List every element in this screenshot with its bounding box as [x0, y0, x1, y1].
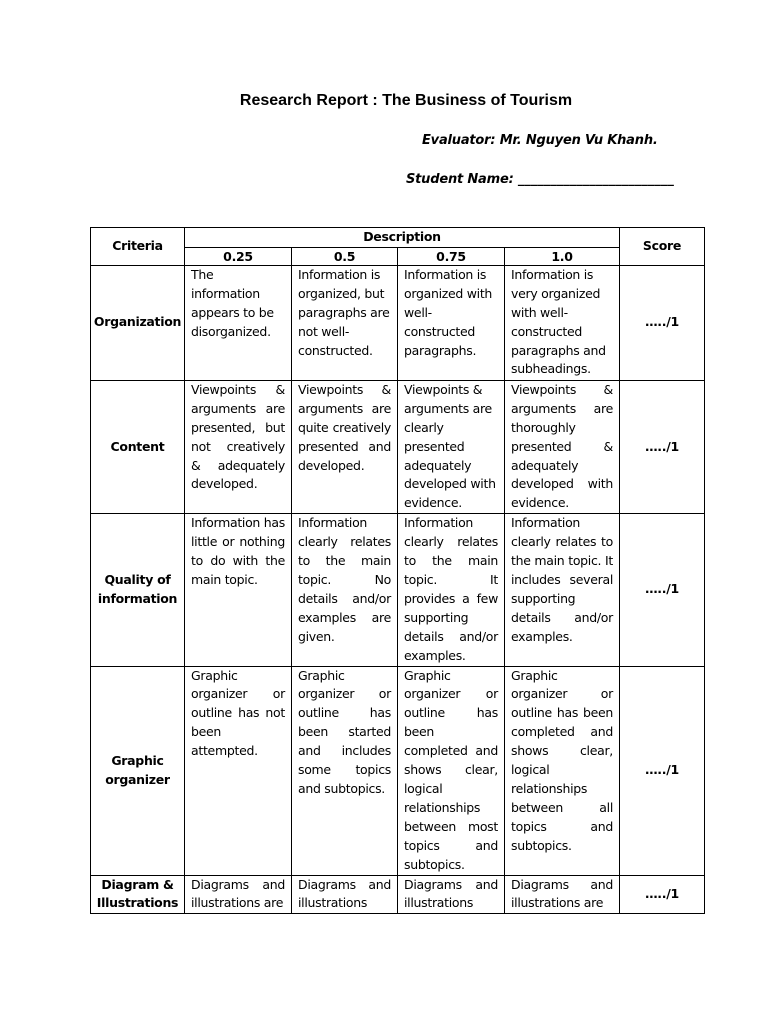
student-name-blank: ________________________	[517, 172, 674, 187]
criteria-cell: Graphic organizer	[91, 666, 185, 875]
description-cell: Graphic organizer or outline has not been attempted.	[185, 666, 292, 875]
score-cell: …../1	[620, 666, 705, 875]
table-row	[91, 380, 705, 513]
description-cell: Information clearly relates to the main topic. No details and/or examples are given.	[292, 514, 398, 666]
description-cell: Information has little or nothing to do with the main topic.	[185, 514, 292, 666]
score-header: Score	[620, 228, 705, 266]
description-cell: Diagrams and illustrations	[398, 875, 505, 914]
rubric-table	[90, 227, 705, 914]
table-row	[91, 875, 705, 914]
criteria-header: Criteria	[91, 228, 185, 266]
criteria-cell: Diagram & Illustrations	[91, 875, 185, 914]
score-cell: …../1	[620, 514, 705, 666]
description-cell: Viewpoints & arguments are quite creatively presented and developed.	[292, 380, 398, 513]
description-cell: Information clearly relates to the main topic. It provides a few supporting details and/or examples.	[398, 514, 505, 666]
document-title: Research Report : The Business of Tourism	[239, 92, 573, 109]
table-row	[91, 514, 705, 666]
student-name-line	[406, 172, 674, 187]
description-cell: Viewpoints & arguments are thoroughly presented & adequately developed with evidence.	[505, 380, 620, 513]
score-cell: …../1	[620, 875, 705, 914]
level-header-0-25: 0.25	[185, 247, 292, 265]
description-cell: Viewpoints & arguments are presented, but not creatively & adequately developed.	[185, 380, 292, 513]
description-cell: The information appears to be disorganized.	[185, 265, 292, 380]
description-cell: Diagrams and illustrations	[292, 875, 398, 914]
table-row	[91, 666, 705, 875]
description-cell: Graphic organizer or outline has been started and includes some topics and subtopics.	[292, 666, 398, 875]
evaluator-line: Evaluator: Mr. Nguyen Vu Khanh.	[422, 133, 658, 148]
description-cell: Graphic organizer or outline has been completed and shows clear, logical relationships between all topics and subtopics.	[505, 666, 620, 875]
description-cell: Diagrams and illustrations are	[185, 875, 292, 914]
level-header-0-75: 0.75	[398, 247, 505, 265]
description-cell: Diagrams and illustrations are	[505, 875, 620, 914]
criteria-cell: Content	[91, 380, 185, 513]
description-cell: Viewpoints & arguments are clearly presented adequately developed with evidence.	[398, 380, 505, 513]
description-cell: Information is organized, but paragraphs are not well-constructed.	[292, 265, 398, 380]
level-header-0-5: 0.5	[292, 247, 398, 265]
criteria-cell: Organization	[91, 265, 185, 380]
level-header-1-0: 1.0	[505, 247, 620, 265]
table-row	[91, 265, 705, 380]
description-cell: Information is very organized with well-constructed paragraphs and subheadings.	[505, 265, 620, 380]
description-cell: Information clearly relates to the main topic. It includes several supporting details and/or examples.	[505, 514, 620, 666]
description-header: Description	[185, 228, 620, 248]
score-cell: …../1	[620, 380, 705, 513]
description-cell: Graphic organizer or outline has been completed and shows clear, logical relationships between most topics and subtopics.	[398, 666, 505, 875]
student-name-label: Student Name:	[406, 172, 514, 187]
score-cell: …../1	[620, 265, 705, 380]
criteria-cell: Quality of information	[91, 514, 185, 666]
description-cell: Information is organized with well-constructed paragraphs.	[398, 265, 505, 380]
